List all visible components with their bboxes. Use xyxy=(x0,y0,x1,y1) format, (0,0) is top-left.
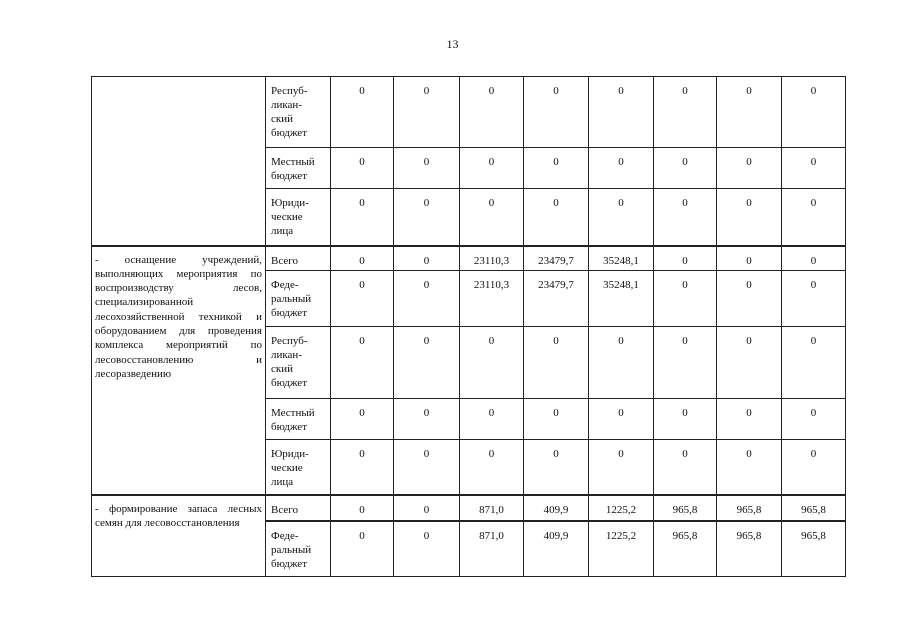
value-cell: 0 xyxy=(782,189,846,246)
value-cell: 0 xyxy=(782,327,846,399)
value-cell: 0 xyxy=(717,440,782,495)
value-cell: 0 xyxy=(394,440,460,495)
value-cell: 0 xyxy=(460,148,524,189)
value-cell: 0 xyxy=(331,399,394,440)
value-cell: 871,0 xyxy=(460,521,524,577)
value-cell: 965,8 xyxy=(654,521,717,577)
value-cell: 35248,1 xyxy=(589,271,654,327)
table-row xyxy=(92,495,846,521)
value-cell: 0 xyxy=(782,440,846,495)
value-cell: 0 xyxy=(331,148,394,189)
value-cell: 0 xyxy=(589,148,654,189)
measure-description-cell xyxy=(92,77,266,246)
value-cell: 0 xyxy=(589,327,654,399)
value-cell: 0 xyxy=(394,271,460,327)
budget-table xyxy=(91,76,846,577)
value-cell: 23479,7 xyxy=(524,271,589,327)
value-cell: 0 xyxy=(717,189,782,246)
value-cell: 0 xyxy=(331,440,394,495)
page-number: 13 xyxy=(446,37,459,51)
value-cell: 0 xyxy=(394,521,460,577)
funding-source-cell: Респуб- ликан- ский бюджет xyxy=(266,327,331,399)
value-cell: 0 xyxy=(654,246,717,271)
value-cell: 0 xyxy=(331,189,394,246)
table-row xyxy=(92,77,846,148)
value-cell: 23479,7 xyxy=(524,246,589,271)
value-cell: 0 xyxy=(524,189,589,246)
value-cell: 23110,3 xyxy=(460,271,524,327)
funding-source-cell: Местный бюджет xyxy=(266,399,331,440)
value-cell: 0 xyxy=(524,440,589,495)
value-cell: 0 xyxy=(331,521,394,577)
measure-description-cell: - оснащение учреждений, выполняющих мероприятия по воспроизводству лесов, специализированной лесохозяйственной техникой и оборудованием для проведения комплекса мероприятий по лесовосстановлению и лесоразведению xyxy=(92,246,266,495)
value-cell: 965,8 xyxy=(654,495,717,521)
value-cell: 0 xyxy=(331,327,394,399)
value-cell: 0 xyxy=(654,189,717,246)
table-row xyxy=(92,246,846,271)
funding-source-cell: Респуб- ликан- ский бюджет xyxy=(266,77,331,148)
value-cell: 0 xyxy=(331,77,394,148)
value-cell: 0 xyxy=(717,77,782,148)
value-cell: 409,9 xyxy=(524,521,589,577)
value-cell: 965,8 xyxy=(782,521,846,577)
funding-source-cell: Юриди- ческие лица xyxy=(266,189,331,246)
value-cell: 0 xyxy=(782,246,846,271)
value-cell: 965,8 xyxy=(782,495,846,521)
value-cell: 0 xyxy=(717,399,782,440)
value-cell: 0 xyxy=(524,77,589,148)
value-cell: 0 xyxy=(460,399,524,440)
value-cell: 0 xyxy=(654,77,717,148)
funding-source-cell: Феде- ральный бюджет xyxy=(266,521,331,577)
value-cell: 0 xyxy=(589,440,654,495)
value-cell: 0 xyxy=(524,399,589,440)
value-cell: 0 xyxy=(460,189,524,246)
value-cell: 0 xyxy=(331,495,394,521)
value-cell: 0 xyxy=(394,246,460,271)
funding-source-cell: Местный бюджет xyxy=(266,148,331,189)
value-cell: 0 xyxy=(460,327,524,399)
value-cell: 0 xyxy=(394,399,460,440)
funding-source-cell: Феде- ральный бюджет xyxy=(266,271,331,327)
value-cell: 0 xyxy=(394,77,460,148)
value-cell: 0 xyxy=(460,440,524,495)
value-cell: 0 xyxy=(589,77,654,148)
value-cell: 0 xyxy=(782,77,846,148)
funding-source-cell: Всего xyxy=(266,246,331,271)
value-cell: 0 xyxy=(717,148,782,189)
measure-description-cell: - формирование запаса лесных семян для лесовосстановления xyxy=(92,495,266,577)
value-cell: 0 xyxy=(654,399,717,440)
value-cell: 0 xyxy=(717,246,782,271)
value-cell: 0 xyxy=(394,495,460,521)
value-cell: 0 xyxy=(331,271,394,327)
value-cell: 0 xyxy=(524,148,589,189)
value-cell: 871,0 xyxy=(460,495,524,521)
funding-source-cell: Юриди- ческие лица xyxy=(266,440,331,495)
value-cell: 35248,1 xyxy=(589,246,654,271)
value-cell: 1225,2 xyxy=(589,521,654,577)
value-cell: 23110,3 xyxy=(460,246,524,271)
value-cell: 0 xyxy=(589,399,654,440)
value-cell: 965,8 xyxy=(717,495,782,521)
value-cell: 0 xyxy=(782,399,846,440)
value-cell: 0 xyxy=(654,440,717,495)
value-cell: 0 xyxy=(331,246,394,271)
value-cell: 0 xyxy=(654,327,717,399)
funding-source-cell: Всего xyxy=(266,495,331,521)
value-cell: 0 xyxy=(654,271,717,327)
value-cell: 0 xyxy=(717,271,782,327)
value-cell: 409,9 xyxy=(524,495,589,521)
value-cell: 0 xyxy=(394,327,460,399)
value-cell: 965,8 xyxy=(717,521,782,577)
value-cell: 1225,2 xyxy=(589,495,654,521)
value-cell: 0 xyxy=(717,327,782,399)
value-cell: 0 xyxy=(782,148,846,189)
value-cell: 0 xyxy=(460,77,524,148)
value-cell: 0 xyxy=(394,189,460,246)
value-cell: 0 xyxy=(394,148,460,189)
value-cell: 0 xyxy=(589,189,654,246)
value-cell: 0 xyxy=(654,148,717,189)
value-cell: 0 xyxy=(524,327,589,399)
value-cell: 0 xyxy=(782,271,846,327)
